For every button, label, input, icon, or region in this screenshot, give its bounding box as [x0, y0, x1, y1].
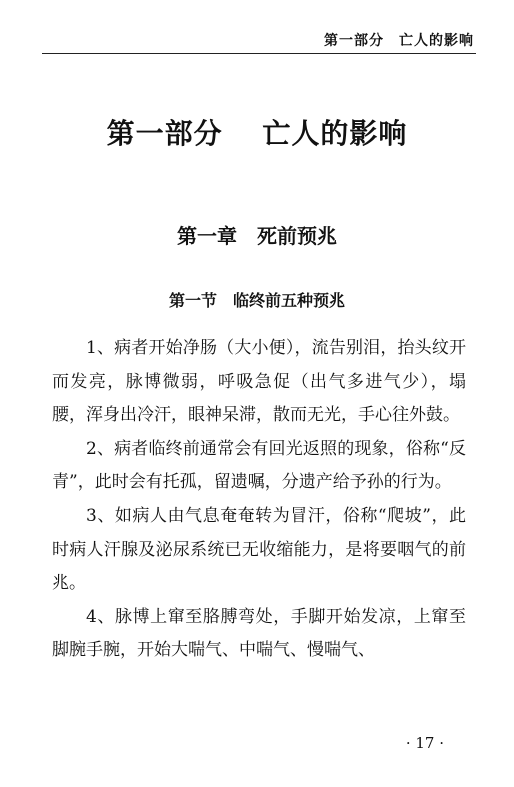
- paragraph-1: 1、病者开始净肠（大小便），流告别泪，抬头纹开而发亮，脉博微弱，呼吸急促（出气多进气少），塌腰，浑身出冷汗，眼神呆滞，散而无光，手心往外鼓。: [52, 338, 466, 426]
- part-title: 第一部分 亡人的影响: [106, 117, 408, 150]
- paragraph-3: 3、如病人由气息奄奄转为冒汗，俗称“爬坡”，此时病人汗腺及泌尿系统已无收缩能力，是将要咽气的前兆。: [52, 505, 466, 594]
- body-text: [52, 332, 466, 668]
- section-title: 第一节 临终前五种预兆: [168, 291, 345, 310]
- paragraph-2: 2、病者临终前通常会有回光返照的现象，俗称“反青”，此时会有托孤，留遗嘱，分遗产给予孙的行为。: [52, 438, 466, 493]
- header-divider: [42, 53, 476, 54]
- chapter-title: 第一章 死前预兆: [177, 224, 337, 248]
- page-number: · 17 ·: [405, 734, 444, 752]
- paragraph-4: 4、脉博上窜至胳膊弯处，手脚开始发凉，上窜至脚腕手腕，开始大喘气、中喘气、慢喘气、: [52, 606, 466, 661]
- running-header: 第一部分 亡人的影响: [324, 33, 474, 49]
